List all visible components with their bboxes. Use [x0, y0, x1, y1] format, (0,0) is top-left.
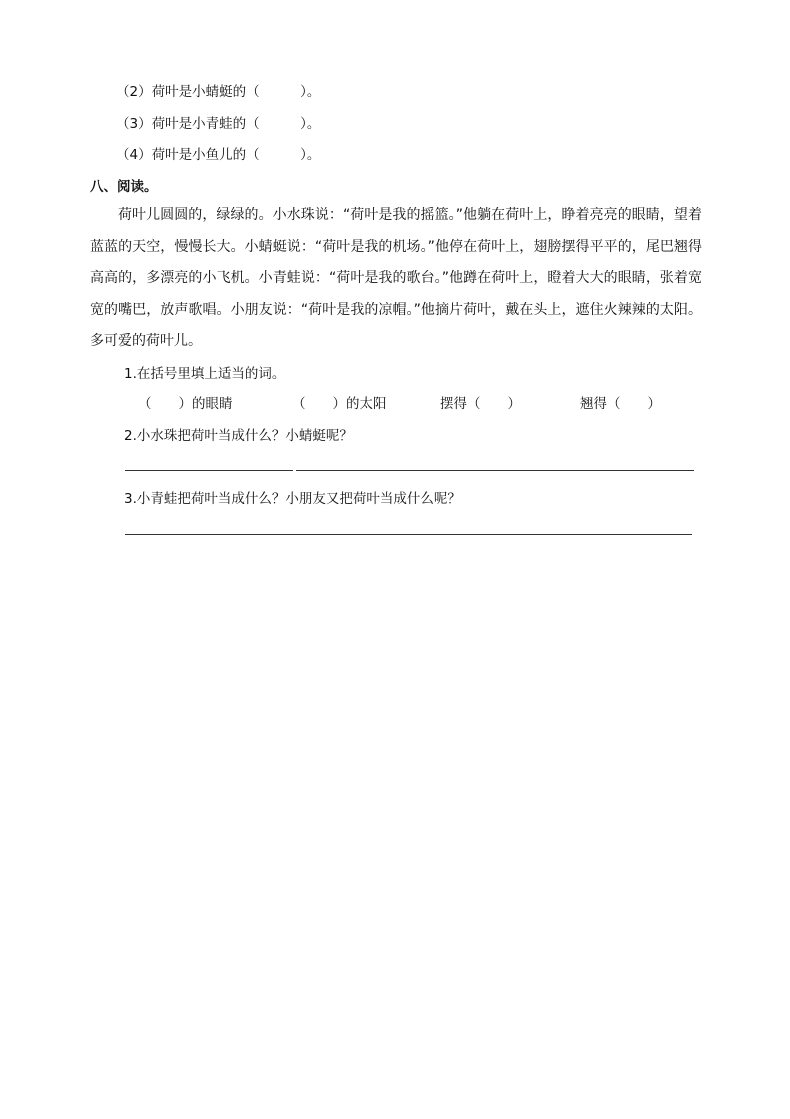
fill-blank-raised: 翘得（ ） [580, 396, 661, 412]
reading-passage: 荷叶儿圆圆的，绿绿的。小水珠说：“荷叶是我的摇篮。”他躺在荷叶上，睁着亮亮的眼睛，望着蓝蓝的天空，慢慢长大。小蜻蜓说：“荷叶是我的机场。”他停在荷叶上，翅膀摆得平平的，尾巴翘得高高的，多漂亮的小飞机。小青蛙说：“荷叶是我的歌台。”他蹲在荷叶上，瞪着大大的眼睛，张着宽宽的嘴巴，放声歌唱。小朋友说：“荷叶是我的凉帽。”他摘片荷叶，戴在头上，遮住火辣辣的太阳。多可爱的荷叶儿。 [90, 207, 702, 349]
sub-item-3: （3）荷叶是小青蛙的（ ）。 [116, 116, 321, 132]
answer-line-3[interactable] [125, 534, 692, 535]
fill-blank-sun: （ ）的太阳 [292, 396, 387, 412]
question-2-prompt: 2.小水珠把荷叶当成什么？小蜻蜓呢？ [124, 428, 353, 444]
sub-item-2: （2）荷叶是小蜻蜓的（ ）。 [116, 84, 321, 100]
answer-line-2b[interactable] [296, 470, 694, 471]
fill-blank-spread: 摆得（ ） [440, 396, 521, 412]
sub-item-4: （4）荷叶是小鱼儿的（ ）。 [116, 147, 321, 163]
answer-line-2a[interactable] [125, 470, 293, 471]
fill-blank-eyes: （ ）的眼睛 [138, 396, 233, 412]
question-3-prompt: 3.小青蛙把荷叶当成什么？小朋友又把荷叶当成什么呢？ [124, 491, 461, 507]
question-1-prompt: 1.在括号里填上适当的词。 [124, 366, 286, 382]
section-heading: 八、阅读。 [90, 179, 158, 195]
